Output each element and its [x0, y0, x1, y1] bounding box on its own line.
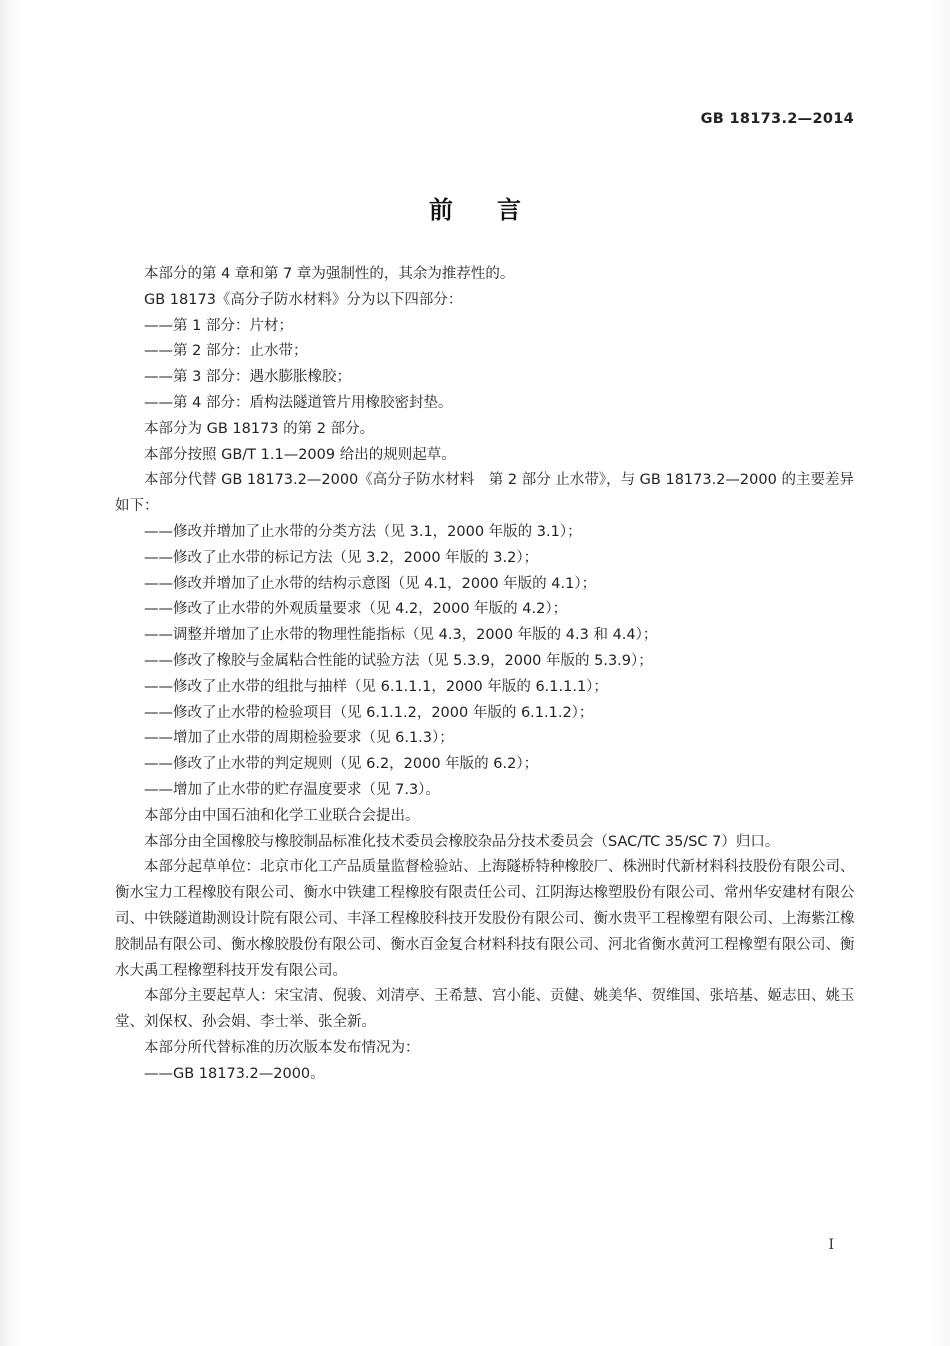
list-item: ——第 4 部分：盾构法隧道管片用橡胶密封垫。 — [144, 394, 453, 411]
list-item: ——调整并增加了止水带的物理性能指标（见 4.3，2000 年版的 4.3 和 4.4）； — [144, 627, 658, 644]
page-title: 前言 — [429, 196, 565, 224]
paragraph-drafters: 本部分主要起草人：宋宝清、倪骏、刘清亭、王希慧、宫小能、贡健、姚美华、贺维国、张培基、姬志田、姚玉堂、刘保权、孙会娟、李士举、张全新。 — [115, 988, 855, 1031]
list-item: ——修改了止水带的判定规则（见 6.2，2000 年版的 6.2）； — [144, 756, 539, 773]
list-item: ——修改并增加了止水带的结构示意图（见 4.1，2000 年版的 4.1）； — [144, 575, 597, 592]
paragraph-history-intro: 本部分所代替标准的历次版本发布情况为： — [144, 1039, 420, 1056]
paragraph-drafting-rules: 本部分按照 GB/T 1.1—2009 给出的规则起草。 — [144, 446, 456, 463]
paragraph-mandatory-note: 本部分的第 4 章和第 7 章为强制性的，其余为推荐性的。 — [144, 266, 515, 282]
paragraph-proposer: 本部分由中国石油和化学工业联合会提出。 — [144, 807, 420, 824]
paragraph-parts-intro: GB 18173《高分子防水材料》分为以下四部分： — [144, 291, 463, 308]
list-item: ——GB 18173.2—2000。 — [144, 1065, 325, 1082]
list-item: ——修改了橡胶与金属粘合性能的试验方法（见 5.3.9，2000 年版的 5.3.9）； — [144, 652, 653, 669]
list-item: ——第 3 部分：遇水膨胀橡胶； — [144, 369, 351, 386]
paragraph-drafting-units: 本部分起草单位：北京市化工产品质量监督检验站、上海隧桥特种橡胶厂、株洲时代新材料科技股份有限公司、衡水宝力工程橡胶有限公司、衡水中铁建工程橡胶有限责任公司、江阴海达橡塑股份有限公司、常州华安建材有限公司、中铁隧道勘测设计院有限公司、丰泽工程橡胶科技开发股份有限公司、衡水贵平工程橡塑有限公司、上海紫江橡胶制品有限公司、衡水橡胶股份有限公司、衡水百金复合材料科技有限公司、河北省衡水黄河工程橡塑有限公司、衡水大禹工程橡塑科技开发有限公司。 — [115, 859, 855, 979]
standard-code: GB 18173.2—2014 — [700, 111, 854, 127]
list-item: ——修改了止水带的标记方法（见 3.2，2000 年版的 3.2）； — [144, 549, 539, 566]
list-item: ——第 1 部分：片材； — [144, 317, 293, 334]
page-number: I — [828, 1237, 834, 1253]
list-item: ——增加了止水带的贮存温度要求（见 7.3）。 — [144, 781, 440, 798]
list-item: ——修改并增加了止水带的分类方法（见 3.1，2000 年版的 3.1）； — [144, 523, 582, 540]
list-item: ——第 2 部分：止水带； — [144, 343, 308, 360]
list-item: ——修改了止水带的检验项目（见 6.1.1.2，2000 年版的 6.1.1.2）； — [144, 704, 594, 721]
paragraph-part-number: 本部分为 GB 18173 的第 2 部分。 — [144, 420, 375, 437]
foreword-body — [115, 262, 859, 1088]
paragraph-centralized: 本部分由全国橡胶与橡胶制品标准化技术委员会橡胶杂品分技术委员会（SAC/TC 35/SC 7）归口。 — [144, 833, 780, 850]
list-item: ——增加了止水带的周期检验要求（见 6.1.3）； — [144, 730, 454, 747]
list-item: ——修改了止水带的外观质量要求（见 4.2，2000 年版的 4.2）； — [144, 601, 568, 618]
list-item: ——修改了止水带的组批与抽样（见 6.1.1.1，2000 年版的 6.1.1.1）； — [144, 678, 608, 695]
paragraph-replacement: 本部分代替 GB 18173.2—2000《高分子防水材料 第 2 部分 止水带》，与 GB 18173.2—2000 的主要差异如下： — [115, 472, 854, 515]
